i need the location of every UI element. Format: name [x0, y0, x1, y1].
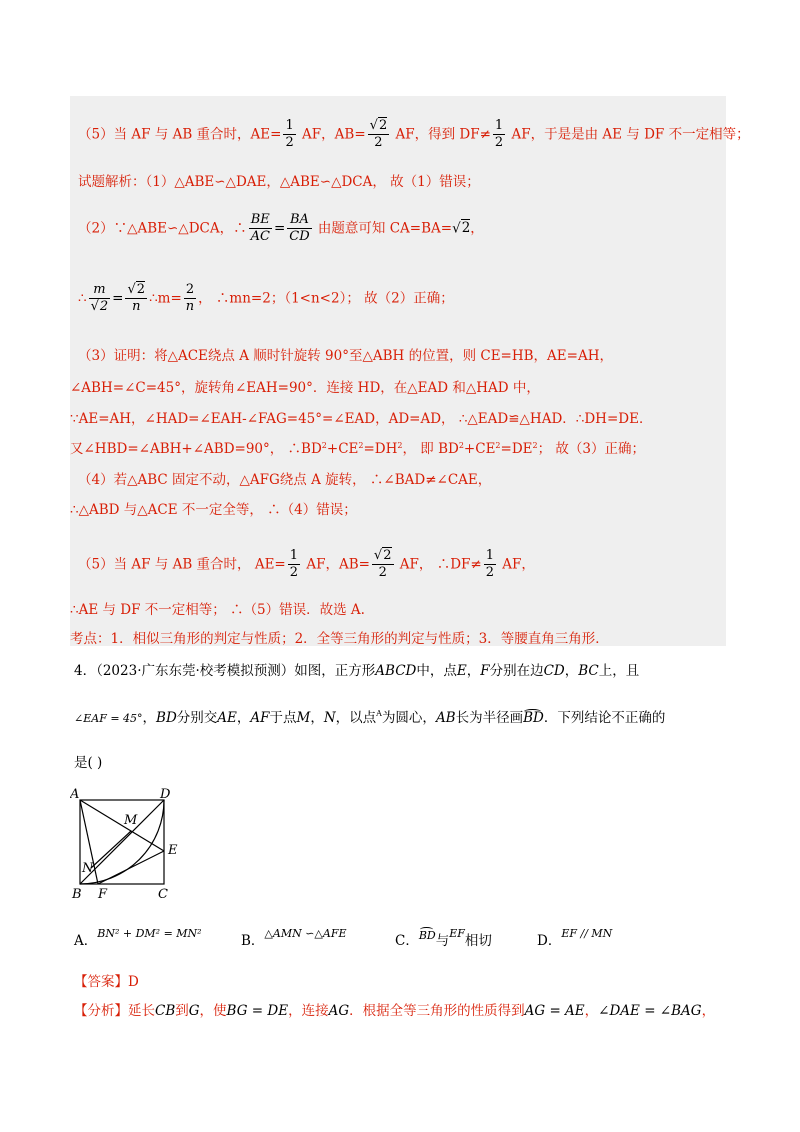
fraction-2-over-n: $\frac{2}{n}$ — [185, 282, 195, 315]
solution-line-3-3: ∵AE=AH，∠HAD=∠EAH-∠FAG=45°=∠EAD，AD=AD， ∴△EAD≌△HAD．∴DH=DE． — [70, 411, 653, 427]
geometry-figure — [70, 788, 190, 900]
kaodian-line: 考点：1．相似三角形的判定与性质；2．全等三角形的判定与性质；3．等腰直角三角形． — [70, 631, 609, 647]
label-D: D — [160, 788, 171, 802]
label-N: N — [82, 861, 94, 876]
fraction-one-half: $\frac{1}{2}$ — [485, 548, 494, 581]
option-C: C．BD与$^{EF}$相切 — [395, 927, 492, 949]
label-F: F — [98, 887, 108, 900]
sqrt-2: √2 — [452, 220, 471, 237]
solution-line-2: （2）∵△ABE∽△DCA，∴ $\frac{BE}{AC}$ = $\frac{BA}{CD}$ 由题意可知 CA=BA=√2， — [78, 212, 484, 245]
arc-BD-symbol: BD — [523, 710, 544, 726]
analysis-line: 【分析】延长CB到G，使BG = DE，连接AG．根据全等三角形的性质得到AG = AE，∠DAE = ∠BAG， — [74, 1003, 716, 1019]
solution-line-3-1: （3）证明：将△ACE绕点 A 顺时针旋转 90°至△ABH 的位置，则 CE=HB，AE=AH， — [78, 348, 613, 364]
label-C: C — [158, 887, 168, 900]
fraction-root2-over-2: $\frac{√2}{2}$ — [373, 548, 392, 581]
solution-line-4-2: ∴△ABD 与△ACE 不一定全等， ∴（4）错误； — [70, 502, 357, 518]
fraction-m-over-root2: $\frac{m}{√2}$ — [90, 282, 109, 315]
option-D: D．$^{EF // MN}$ — [537, 927, 613, 949]
solution-line-5-end: ∴AE 与 DF 不一定相等； ∴（5）错误．故选 A. — [70, 602, 365, 618]
fraction-one-half: $\frac{1}{2}$ — [494, 118, 504, 151]
answer-line: 【答案】D — [74, 974, 139, 990]
problem-stem-line-3: 是( ) — [74, 755, 103, 771]
solution-line-2b: ∴ $\frac{m}{√2}$ = $\frac{√2}{n}$ ∴m= $\frac{2}{n}$ ， ∴mn=2；（1<n<2）； 故（2）正确； — [78, 282, 454, 315]
option-B: B．$^{\triangle AMN ∽\triangle AFE}$ — [241, 927, 347, 949]
problem-stem-line-2: ∠EAF = 45°，BD分别交AE，AF于点M，N，以点$^A$为圆心，AB长为半径画BD．下列结论不正确的 — [74, 709, 666, 726]
solution-line-4-1: （4）若△ABC 固定不动，△AFG绕点 A 旋转， ∴∠BAD≠∠CAE， — [78, 472, 492, 488]
fraction-BE-AC: $\frac{BE}{AC}$ — [250, 212, 270, 245]
label-A: A — [70, 788, 80, 802]
analysis-title: 试题解析：（1）△ABE∽△DAE，△ABE∽△DCA， 故（1）错误； — [78, 174, 480, 190]
fraction-one-half: $\frac{1}{2}$ — [289, 548, 299, 581]
label-M: M — [124, 813, 138, 828]
fraction-BA-CD: $\frac{BA}{CD}$ — [289, 212, 310, 245]
fraction-root2-over-n: $\frac{√2}{n}$ — [127, 282, 146, 315]
solution-line-3-4: 又∠HBD=∠ABH+∠ABD=90°， $\therefore BD^2+CE^2=DH^2$， 即 $BD^2+CE^2=DE^2$； 故（3）正确； — [70, 441, 645, 457]
answer-value: D — [128, 974, 139, 990]
solution-line-5-intro: （5）当 AF 与 AB 重合时，AE= $\frac{1}{2}$ AF，AB= $\frac{√2}{2}$ AF，得到 DF≠ $\frac{1}{2}$ AF，于是是由 AE 与 DF 不一定相等； — [78, 118, 750, 151]
segment-MN — [91, 831, 131, 868]
solution-line-3-2: ∠ABH=∠C=45°，旋转角∠EAH=90°．连接 HD，在△EAD 和△HAD 中， — [70, 380, 540, 396]
label-B: B — [72, 887, 82, 900]
label-E: E — [168, 843, 178, 858]
problem-stem-line-1: 4．（2023·广东东莞·校考模拟预测）如图，正方形ABCD中，点E，F分别在边CD，BC上，且 — [74, 663, 640, 679]
fraction-one-half: $\frac{1}{2}$ — [285, 118, 294, 151]
solution-line-5: （5）当 AF 与 AB 重合时， AE= $\frac{1}{2}$ AF，AB= $\frac{√2}{2}$ AF， ∴DF≠ $\frac{1}{2}$ AF， — [78, 548, 535, 581]
fraction-root2-over-2: $\frac{√2}{2}$ — [369, 118, 388, 151]
option-A: A．$^{BN^2 + DM^2 = MN^2}$ — [74, 927, 202, 949]
